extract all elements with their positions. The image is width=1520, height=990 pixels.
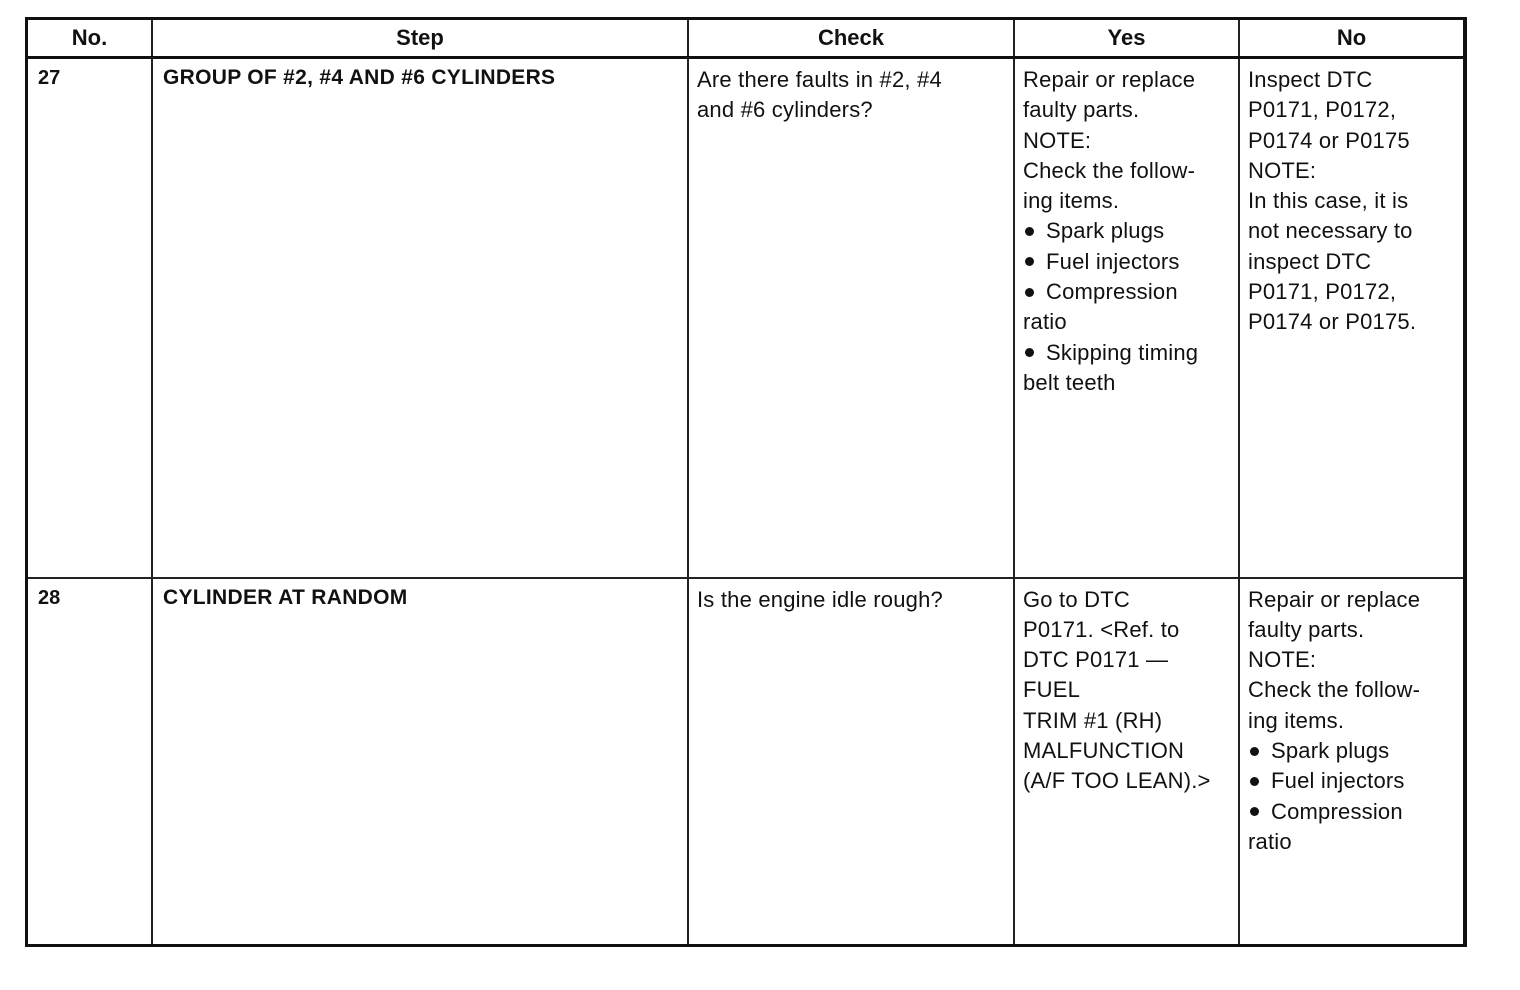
no-line: ing items. [1248, 707, 1345, 733]
yes-line: P0171. <Ref. to [1023, 616, 1180, 642]
header-no-result: No [1239, 20, 1463, 58]
bullet-icon [1025, 348, 1034, 357]
header-yes: Yes [1014, 20, 1239, 58]
bullet-item [1248, 736, 1459, 766]
check-line: Are there faults in #2, #4 [697, 67, 942, 92]
yes-line: DTC P0171 — [1023, 647, 1169, 673]
bullet-text: Skipping timing [1046, 339, 1199, 365]
header-no: No. [28, 20, 152, 58]
no-action [1239, 58, 1463, 578]
bullet-icon [1025, 227, 1034, 236]
step-title: GROUP OF #2, #4 AND #6 CYLINDERS [152, 58, 688, 578]
bullet-icon [1250, 807, 1259, 816]
bullet-text: Spark plugs [1271, 737, 1390, 763]
header-row [28, 20, 1463, 58]
bullet-icon [1025, 257, 1034, 266]
row-number: 28 [28, 578, 152, 945]
bullet-icon [1250, 777, 1259, 786]
no-line: inspect DTC [1248, 248, 1372, 274]
yes-line: NOTE: [1023, 127, 1092, 153]
yes-line: FUEL [1023, 677, 1081, 703]
no-line: Repair or replace [1248, 586, 1421, 612]
bullet-continuation: belt teeth [1023, 369, 1116, 395]
step-title: CYLINDER AT RANDOM [152, 578, 688, 945]
no-line: faulty parts. [1248, 616, 1365, 642]
yes-line: Check the follow- [1023, 157, 1196, 183]
bullet-text: Spark plugs [1046, 218, 1165, 244]
bullet-text: Compression [1046, 279, 1178, 305]
row-number: 27 [28, 58, 152, 578]
no-line: P0171, P0172, [1248, 97, 1397, 123]
header-step: Step [152, 20, 688, 58]
bullet-item [1023, 277, 1234, 307]
no-line: Inspect DTC [1248, 67, 1373, 92]
yes-line: TRIM #1 (RH) [1023, 707, 1163, 733]
bullet-text: Fuel injectors [1046, 248, 1180, 274]
no-action [1239, 578, 1463, 945]
no-line: NOTE: [1248, 157, 1317, 183]
bullet-continuation: ratio [1023, 309, 1067, 335]
bullet-text: Compression [1271, 798, 1403, 824]
check-line: and #6 cylinders? [697, 97, 873, 123]
no-line: P0171, P0172, [1248, 279, 1397, 305]
yes-line: Repair or replace [1023, 67, 1196, 92]
yes-line: faulty parts. [1023, 97, 1140, 123]
no-line: NOTE: [1248, 647, 1317, 673]
check-question [688, 578, 1014, 945]
diagnostic-table [28, 20, 1463, 944]
yes-line: MALFUNCTION [1023, 737, 1185, 763]
bullet-item [1023, 338, 1234, 368]
bullet-text: Fuel injectors [1271, 768, 1405, 794]
bullet-item [1248, 766, 1459, 796]
check-line: Is the engine idle rough? [697, 586, 943, 612]
yes-line: ing items. [1023, 188, 1120, 214]
bullet-item [1023, 216, 1234, 246]
no-line: P0174 or P0175. [1248, 309, 1417, 335]
no-line: In this case, it is [1248, 188, 1409, 214]
table-row [28, 578, 1463, 945]
no-line: P0174 or P0175 [1248, 127, 1410, 153]
bullet-icon [1250, 747, 1259, 756]
yes-action [1014, 578, 1239, 945]
yes-action [1014, 58, 1239, 578]
diagnostic-table-frame [25, 17, 1467, 947]
header-check: Check [688, 20, 1014, 58]
bullet-item [1248, 797, 1459, 827]
check-question [688, 58, 1014, 578]
no-line: Check the follow- [1248, 677, 1421, 703]
bullet-icon [1025, 288, 1034, 297]
yes-line: Go to DTC [1023, 586, 1130, 612]
table-row [28, 58, 1463, 578]
bullet-item [1023, 247, 1234, 277]
bullet-continuation: ratio [1248, 828, 1292, 854]
no-line: not necessary to [1248, 218, 1413, 244]
yes-line: (A/F TOO LEAN).> [1023, 768, 1211, 794]
